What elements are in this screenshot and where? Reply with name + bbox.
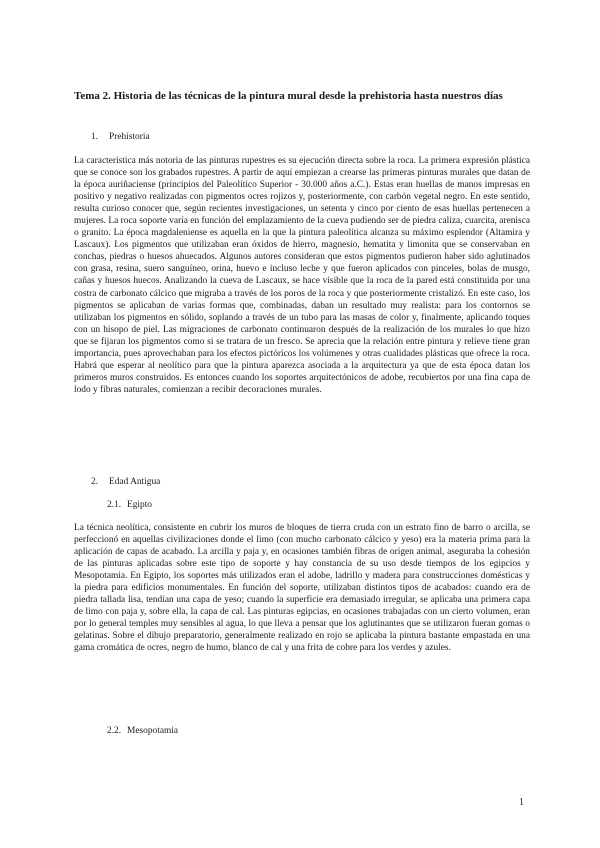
section-number: 2.2. [107,726,122,736]
document-title: Tema 2. Historia de las técnicas de la pintura mural desde la prehistoria hasta nuestros días [74,90,503,102]
section-heading-prehistoria [91,131,150,143]
subsection-heading-mesopotamia [107,725,178,737]
section-number: 2.1. [107,500,122,510]
section-heading-edad-antigua [91,476,160,488]
section-heading-text: Prehistoria [109,132,150,142]
section-number: 1. [91,132,99,142]
section-heading-text: Mesopotamia [127,726,179,736]
section-number: 2. [91,477,99,487]
paragraph-egipto: La técnica neolítica, consistente en cubrir los muros de bloques de tierra cruda con un estrato fino de barro o arcilla, se perfeccionó en aquellas civilizaciones donde el limo (con mucho carbonato cálcico y yeso) era la materia prima para la aplicación de capas de acabado. La arcilla y paja y, en ocasiones también fibras de origen animal, aseguraba la cohesión de las pinturas aplicadas sobre este tipo de soporte y hay constancia de su uso desde tiempos de los egipcios y Mesopotamia. En Egipto, los soportes más utilizados eran el adobe, ladrillo y madera para construcciones domésticas y la piedra para edificios monumentales. En función del soporte, utilizaban distintos tipos de acabados: cuando era de piedra tallada lisa, tendían una capa de yeso; cuando la superficie era demasiado irregular, se aplicaba una primera capa de limo con paja y, sobre ella, la capa de cal. Las pinturas egipcias, en ocasiones trabajadas con un cierto volumen, eran por lo general temples muy sensibles al agua, lo que lleva a pensar que los aglutinantes que se utilizaron fueran gomas o gelatinas. Sobre el dibujo preparatorio, generalmente realizado en rojo se aplicaba la pintura bastante empastada en una gama cromática de ocres, negro de humo, blanco de cal y una frita de cobre para los verdes y azules. [74,523,530,654]
paragraph-prehistoria: La característica más notoria de las pinturas rupestres es su ejecución directa sobre la roca. La primera expresión plástica que se conoce son los grabados rupestres. A partir de aquí empiezan a crearse las primeras pinturas murales que datan de la época auriñaciense (principios del Paleolítico Superior - 30.000 años a.C.). Estas eran huellas de manos impresas en positivo y negativo realizadas con pigmentos ocres rojizos y, posteriormente, con carbón vegetal negro. En este sentido, resulta curioso conocer que, según recientes investigaciones, un setenta y cinco por ciento de esas huellas pertenecen a mujeres. La roca soporte varía en función del emplazamiento de la cueva pudiendo ser de piedra caliza, cuarcita, arenisca o granito. La época magdaleniense es aquella en la que la pintura paleolítica alcanza su máximo esplendor (Altamira y Lascaux). Los pigmentos que utilizaban eran óxidos de hierro, magnesio, hematita y limonita que se conservaban en conchas, piedras o huesos ahuecados. Algunos autores consideran que estos pigmentos pudieron haber sido aglutinados con grasa, resina, suero sanguíneo, orina, huevo e incluso leche y que fueron aplicados con pinceles, bolas de musgo, cañas y huesos huecos. Analizando la cueva de Lascaux, se hace visible que la roca de la pared está constituida por una costra de carbonato cálcico que migraba a través de los poros de la roca y que posteriormente cristalizó. En este caso, los pigmentos se aplicaban de varias formas que, combinadas, daban un resultado muy realista: para los contornos se utilizaban los pigmentos en sólido, soplando a través de un tubo para las masas de color y, finalmente, aplicando toques con un hisopo de piel. Las migraciones de carbonato continuaron después de la realización de los murales lo que hizo que se fijaran los pigmentos como si se tratara de un fresco. Se aprecia que la relación entre pintura y relieve tiene gran importancia, pues aprovechaban para los efectos pictóricos los volúmenes y otras cualidades plásticas que ofrece la roca. Habrá que esperar al neolítico para que la pintura aparezca asociada a la arquitectura ya que de esta época datan los primeros muros construidos. Es entonces cuando los soportes arquitectónicos de adobe, recubiertos por una fina capa de lodo y fibras naturales, comienzan a recibir decoraciones murales. [74,156,530,395]
section-heading-text: Egipto [127,500,152,510]
subsection-heading-egipto [107,499,152,511]
section-heading-text: Edad Antigua [109,477,161,487]
page-number: 1 [519,797,524,808]
